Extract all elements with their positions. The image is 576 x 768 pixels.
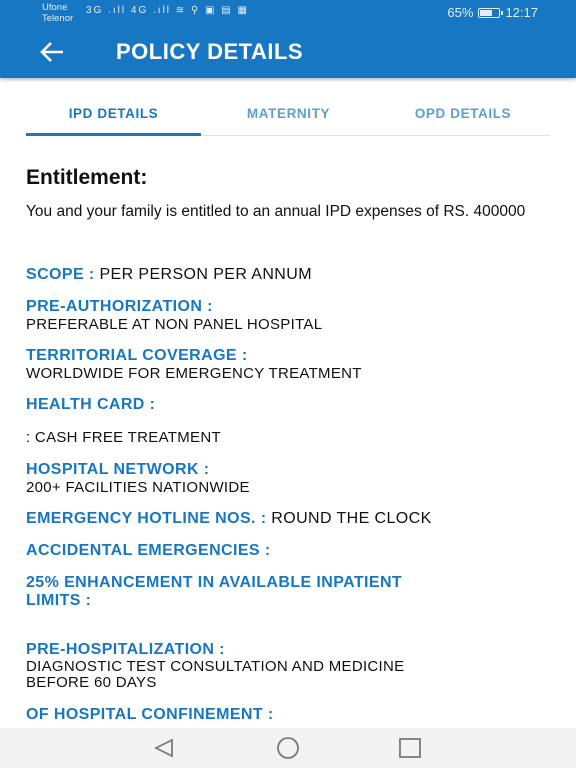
scope-value: PER PERSON PER ANNUM xyxy=(94,266,312,283)
nav-recents-button[interactable] xyxy=(396,736,424,760)
pre-hospitalization-label: PRE-HOSPITALIZATION : xyxy=(26,641,225,658)
nav-home-button[interactable] xyxy=(274,736,302,760)
back-triangle-icon xyxy=(150,736,178,760)
health-card-value: : CASH FREE TREATMENT xyxy=(26,429,221,446)
hospital-confinement-label: OF HOSPITAL CONFINEMENT : xyxy=(26,706,274,723)
health-card-label: HEALTH CARD : xyxy=(26,396,156,413)
enhancement-label-line1: 25% ENHANCEMENT IN AVAILABLE INPATIENT xyxy=(26,574,403,591)
status-bar xyxy=(0,0,576,28)
system-nav-bar xyxy=(0,728,576,768)
pre-authorization-label: PRE-AUTHORIZATION : xyxy=(26,298,213,315)
pre-hospitalization-value-line1: DIAGNOSTIC TEST CONSULTATION AND MEDICINE xyxy=(26,658,405,675)
back-button[interactable] xyxy=(36,36,68,68)
carrier-names xyxy=(42,2,73,24)
entitlement-text: You and your family is entitled to an annual IPD expenses of RS. 400000 xyxy=(26,203,526,220)
hospital-network-label: HOSPITAL NETWORK : xyxy=(26,461,210,478)
accidental-emergencies-label: ACCIDENTAL EMERGENCIES : xyxy=(26,542,271,559)
carrier-1: Ufone xyxy=(42,2,68,13)
pre-hospitalization-value-line2: BEFORE 60 DAYS xyxy=(26,674,157,691)
territorial-coverage-label: TERRITORIAL COVERAGE : xyxy=(26,347,248,364)
hospital-network-value: 200+ FACILITIES NATIONWIDE xyxy=(26,479,250,496)
nav-back-button[interactable] xyxy=(150,736,178,760)
hotline-value: ROUND THE CLOCK xyxy=(266,510,432,527)
territorial-coverage-value: WORLDWIDE FOR EMERGENCY TREATMENT xyxy=(26,365,362,382)
scope-row xyxy=(26,266,312,284)
clock: 12:17 xyxy=(505,5,538,20)
pre-authorization-value: PREFERABLE AT NON PANEL HOSPITAL xyxy=(26,316,323,333)
tab-ipd-details[interactable]: IPD DETAILS xyxy=(26,100,201,136)
hotline-label: EMERGENCY HOTLINE NOS. : xyxy=(26,510,267,527)
recents-square-icon xyxy=(396,736,424,760)
battery-icon xyxy=(478,8,500,18)
status-icons: 3G .ıll 4G .ıll ≋ ⚲ ▣ ▤ ▦ xyxy=(86,5,249,16)
arrow-left-icon xyxy=(36,36,68,68)
enhancement-label-line2: LIMITS : xyxy=(26,592,92,609)
carrier-2: Telenor xyxy=(42,13,74,24)
entitlement-heading: Entitlement: xyxy=(26,166,148,189)
app-bar xyxy=(0,28,576,78)
scope-label: SCOPE : xyxy=(26,266,95,283)
status-right xyxy=(447,5,538,20)
page-title: POLICY DETAILS xyxy=(116,39,304,64)
tab-maternity[interactable]: MATERNITY xyxy=(246,106,331,121)
battery-percent: 65% xyxy=(447,5,474,20)
home-circle-icon xyxy=(274,736,302,760)
tab-bar xyxy=(26,100,550,136)
hotline-row xyxy=(26,510,432,528)
tab-opd-details[interactable]: OPD DETAILS xyxy=(414,106,512,121)
